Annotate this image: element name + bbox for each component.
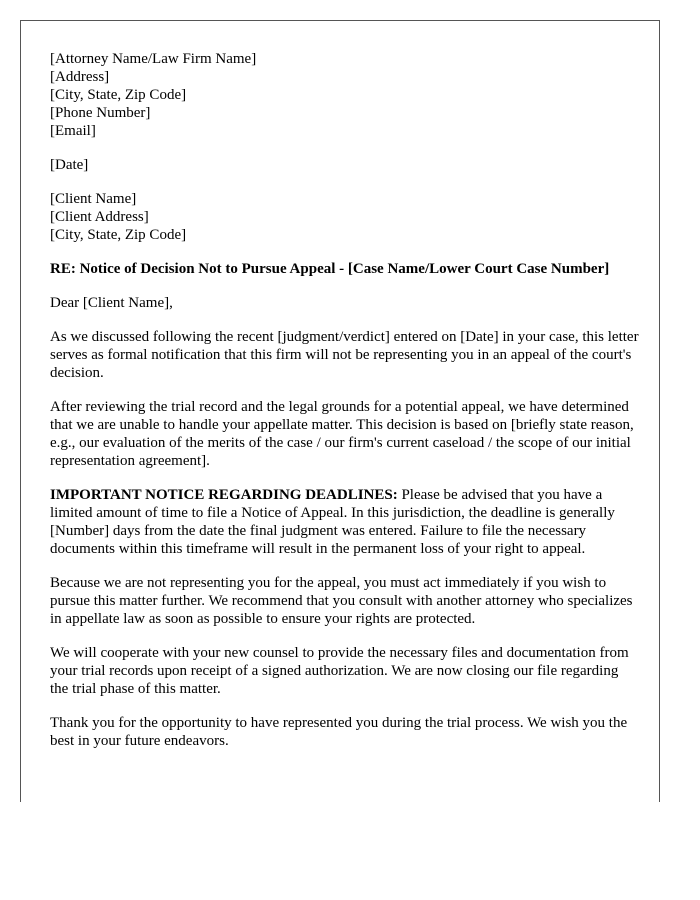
sender-name: [Attorney Name/Law Firm Name] [50,51,257,67]
paragraph-cooperation: We will cooperate with your new counsel to provide the necessary files and documentation from your trial records upon receipt of a signed authorization. We are now closing our file regarding the trial phase of this matter. [50,645,629,697]
paragraph-act-immediately: Because we are not representing you for the appeal, you must act immediately if you wish to pursue this matter further. We recommend that you consult with another attorney who specializes in appellate law as soon as possible to ensure your rights are protected. [50,575,633,627]
sender-block [50,50,640,140]
deadlines-body: Please be advised that you have a limited amount of time to file a Notice of Appeal. In this jurisdiction, the deadline is generally [Number] days from the date the final judgment was entered. Failure to file the necessary documents within this timeframe will result in the permanent loss of your right to appeal. [50,487,615,557]
letter-page [20,20,660,802]
recipient-block [50,190,640,244]
salutation: Dear [Client Name], [50,295,173,311]
paragraph-notification: As we discussed following the recent [judgment/verdict] entered on [Date] in your case, this letter serves as formal notification that this firm will not be representing you in an appeal of the court's decision. [50,329,639,381]
paragraph-reason: After reviewing the trial record and the legal grounds for a potential appeal, we have determined that we are unable to handle your appellate matter. This decision is based on [briefly state reason, e.g., our evaluation of the merits of the case / our firm's current caseload / the scope of our initial representation agreement]. [50,399,634,469]
subject-line: RE: Notice of Decision Not to Pursue Appeal - [Case Name/Lower Court Case Number] [50,261,610,277]
sender-city-state-zip: [City, State, Zip Code] [50,87,187,103]
recipient-name: [Client Name] [50,191,137,207]
date-block [50,156,640,174]
sender-email: [Email] [50,123,96,139]
letter-date: [Date] [50,157,89,173]
recipient-city-state-zip: [City, State, Zip Code] [50,227,187,243]
sender-address: [Address] [50,69,110,85]
paragraph-closing: Thank you for the opportunity to have represented you during the trial process. We wish you the best in your future endeavors. [50,715,628,749]
letter-content [50,50,640,766]
sender-phone: [Phone Number] [50,105,151,121]
paragraph-deadlines [50,486,640,558]
recipient-address: [Client Address] [50,209,149,225]
deadlines-heading: IMPORTANT NOTICE REGARDING DEADLINES: [50,487,398,503]
